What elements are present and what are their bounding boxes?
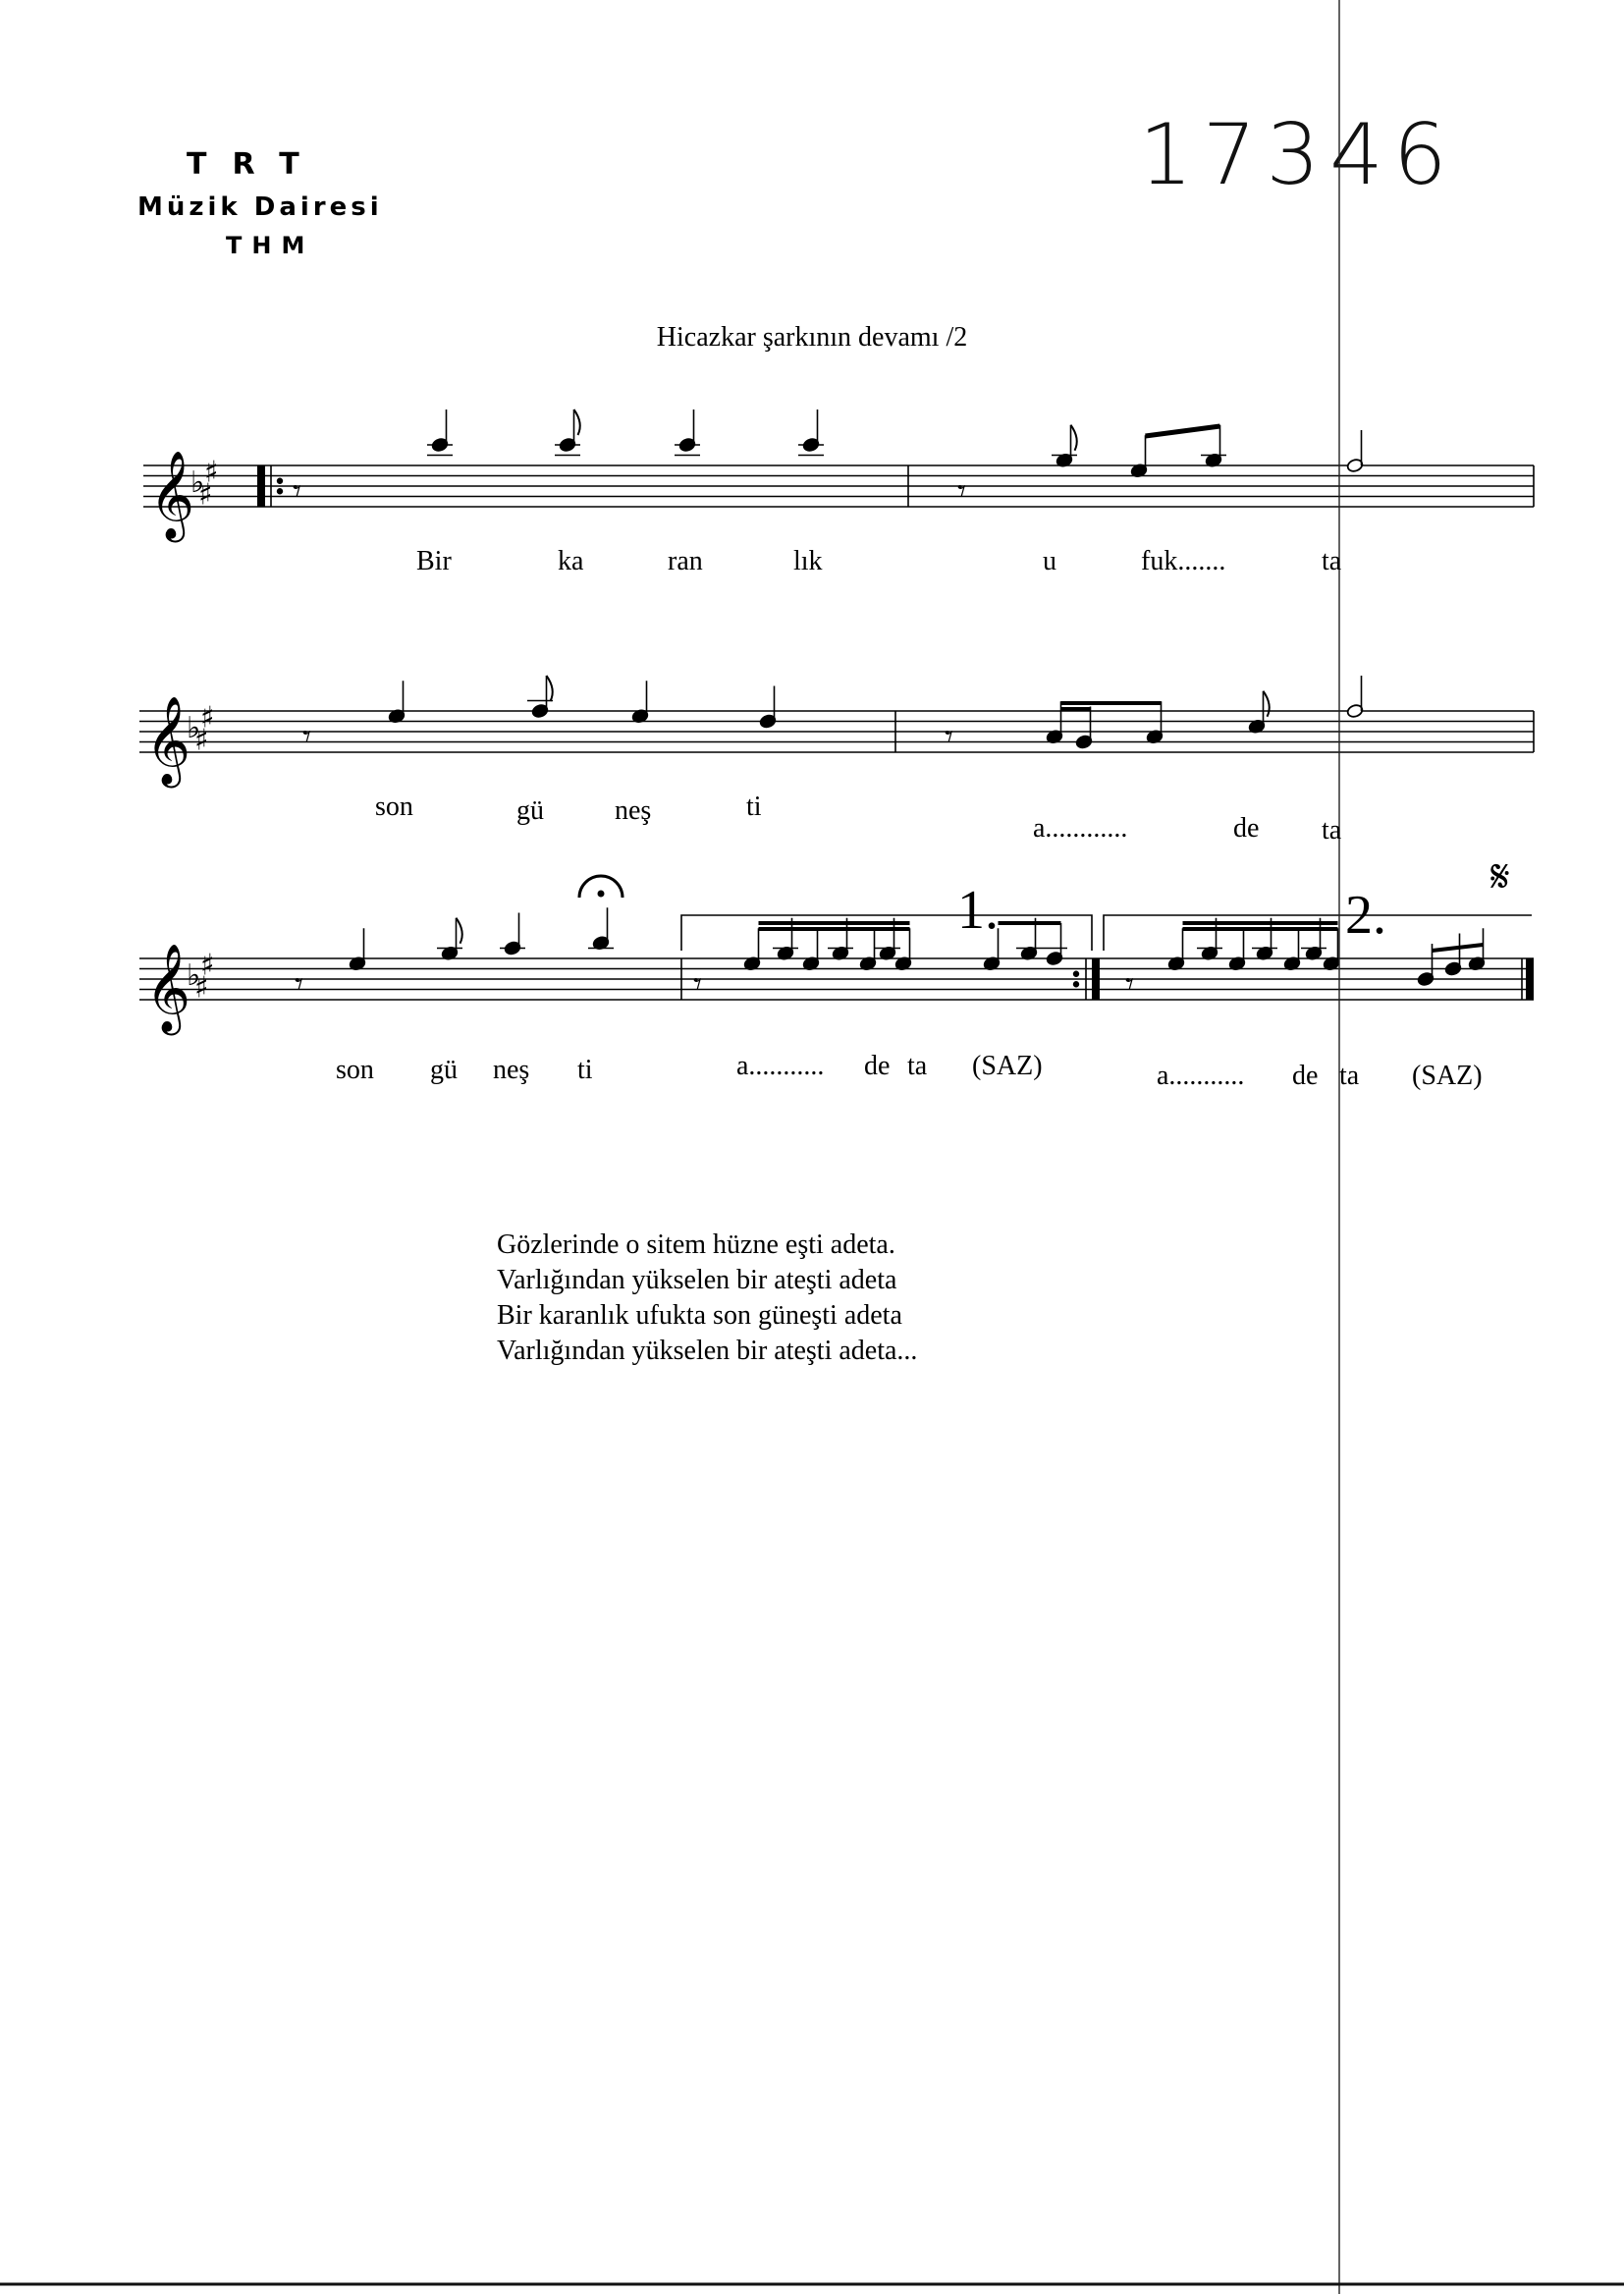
segno-icon: 𝄋 [1490,849,1510,902]
repeat-thick-bar [1092,958,1100,1000]
key-sharp-icon: ♯ [200,700,215,736]
beam [1146,426,1220,436]
lyric-syllable: (SAZ) [972,1051,1043,1081]
lyric-syllable: ran [668,546,703,576]
lyric-syllable: ka [558,546,584,576]
lyric-syllable: ti [577,1055,593,1085]
key-flat-icon: ♭ [187,958,201,993]
eighth-rest-icon: 𝄾 [293,471,302,512]
lyric-syllable: gü [516,795,544,826]
lyric-syllable: de [864,1051,891,1081]
key-sharp-icon: ♯ [194,723,209,758]
stamp-line-1: TRT [187,147,325,182]
archive-number: 17346 [1139,106,1457,204]
repeat-dot [1073,981,1079,987]
lyric-syllable: Bir [416,546,452,576]
poem-line: Gözlerinde o sitem hüzne eşti adeta. [497,1229,895,1260]
lyric-syllable: ta [907,1051,928,1081]
lyric-syllable: a............ [1033,813,1128,844]
lyric-syllable: de [1292,1061,1319,1091]
key-sharp-icon: ♯ [198,477,213,513]
lyric-syllable: ti [746,792,762,822]
lyric-syllable: son [375,792,413,822]
lyric-syllable: neş [493,1055,530,1085]
volta-bracket-first [681,915,1092,951]
fermata-dot [598,891,605,898]
lyric-syllable: lık [793,546,823,576]
note-flag [457,918,462,944]
note-flag [574,410,580,435]
key-flat-icon: ♭ [190,465,205,500]
lyric-syllable: ta [1322,815,1342,846]
eighth-rest-icon: 𝄾 [945,717,954,757]
repeat-thick-bar [257,465,265,507]
eighth-rest-icon: 𝄾 [1125,964,1135,1005]
repeat-dot [277,478,283,484]
poem-line: Varlığından yükselen bir ateşti adeta [497,1265,897,1295]
eighth-rest-icon: 𝄾 [693,964,703,1005]
key-sharp-icon: ♯ [194,970,209,1006]
lyric-syllable: fuk....... [1141,546,1226,576]
lyric-syllable: a........... [1157,1061,1245,1091]
stamp-line-2: Müzik Dairesi [137,192,383,222]
treble-clef-icon: 𝄞 [145,944,191,1032]
lyric-syllable: de [1233,813,1260,844]
lyric-syllable: ta [1322,546,1342,576]
treble-clef-icon: 𝄞 [149,451,195,539]
treble-clef-icon: 𝄞 [145,696,191,785]
poem-line: Varlığından yükselen bir ateşti adeta... [497,1336,918,1366]
eighth-rest-icon: 𝄾 [295,964,304,1005]
note-flag [1071,425,1077,451]
key-sharp-icon: ♯ [204,455,219,490]
lyric-syllable: neş [615,795,652,826]
volta-second-label: 2. [1345,885,1386,946]
final-thick-bar [1526,958,1534,1000]
page-title: Hicazkar şarkının devamı /2 [656,322,968,353]
poem-line: Bir karanlık ufukta son güneşti adeta [497,1300,902,1331]
lyric-syllable: (SAZ) [1412,1061,1483,1091]
repeat-dot [1073,971,1079,977]
eighth-rest-icon: 𝄾 [302,717,312,757]
key-sharp-icon: ♯ [200,948,215,983]
lyric-syllable: ta [1339,1061,1360,1091]
note-flag [547,676,553,701]
lyric-syllable: son [336,1055,374,1085]
beam [1433,945,1484,951]
eighth-rest-icon: 𝄾 [957,471,967,512]
key-flat-icon: ♭ [187,711,201,745]
note-flag [1264,691,1270,717]
lyric-syllable: gü [430,1055,458,1085]
volta-first-label: 1. [957,880,999,941]
poem-text [497,1228,917,1369]
lyric-syllable: a........... [736,1051,825,1081]
lyric-syllable: u [1043,546,1056,576]
repeat-dot [277,488,283,494]
stamp-line-3: THM [226,232,315,259]
